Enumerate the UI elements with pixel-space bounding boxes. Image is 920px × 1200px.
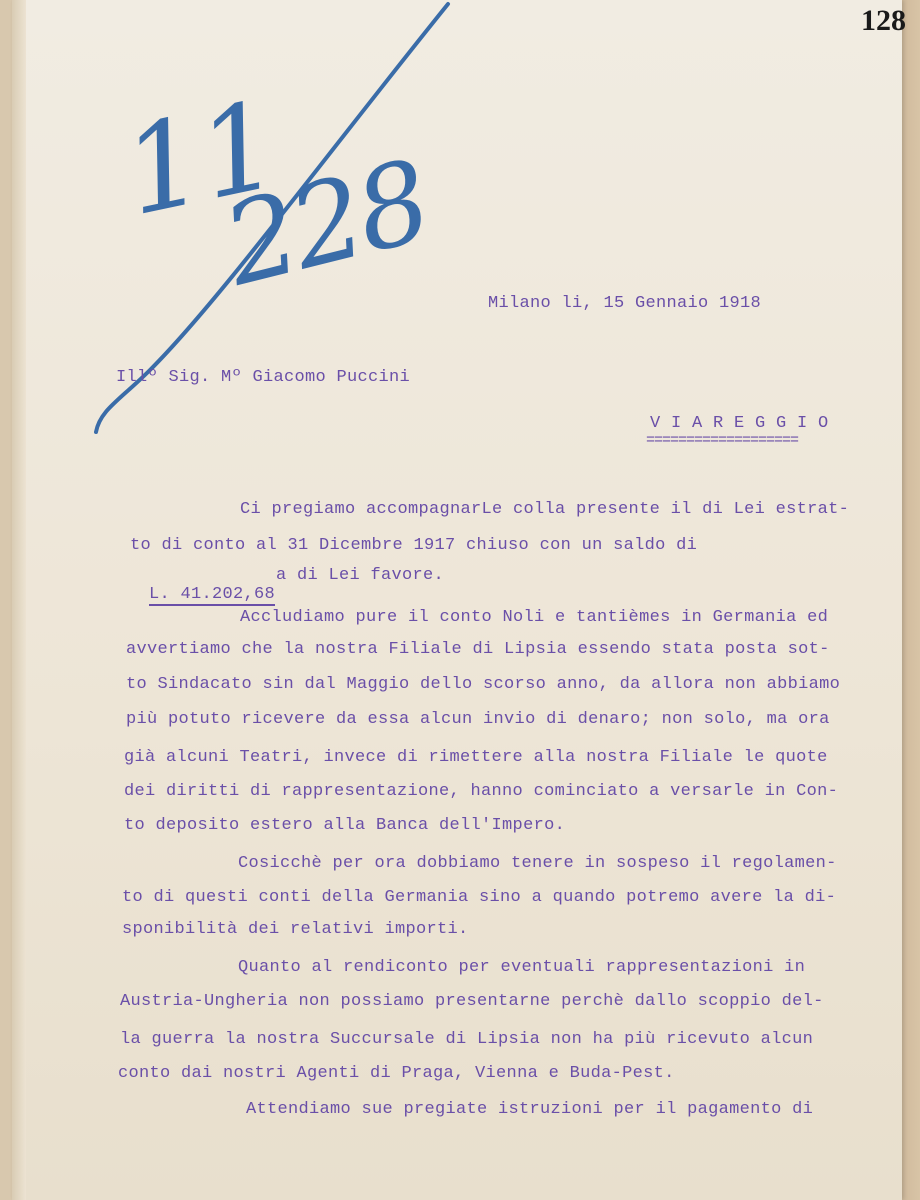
amount (128, 566, 275, 604)
body-line-5: avvertiamo che la nostra Filiale di Lipsia essendo stata posta sot- (126, 640, 830, 659)
body-line-9: dei diritti di rappresentazione, hanno cominciato a versarle in Con- (124, 782, 839, 801)
recipient-line: Illº Sig. Mº Giacomo Puccini (116, 368, 411, 387)
date-line: Milano li, 15 Gennaio 1918 (488, 294, 762, 313)
body-line-7: più potuto ricevere da essa alcun invio di denaro; non solo, ma ora (126, 710, 830, 729)
body-line-15: Austria-Ungheria non possiamo presentarne perchè dallo scoppio del- (120, 992, 824, 1011)
pencil-annotation-bottom: 228 (212, 136, 440, 312)
body-line-18: Attendiamo sue pregiate istruzioni per il pagamento di (246, 1100, 814, 1119)
body-line-1: Ci pregiamo accompagnarLe colla presente il di Lei estrat- (240, 500, 850, 519)
body-line-12: to di questi conti della Germania sino a quando potremo avere la di- (122, 888, 837, 907)
body-line-17: conto dai nostri Agenti di Praga, Vienna e Buda-Pest. (118, 1064, 675, 1083)
body-line-10: to deposito estero alla Banca dell'Impero. (124, 816, 566, 835)
body-line-13: sponibilità dei relativi importi. (122, 920, 469, 939)
body-line-11: Cosicchè per ora dobbiamo tenere in sospeso il regolamen- (238, 854, 837, 873)
pencil-annotation-top: 11 (112, 75, 291, 244)
body-line-3: a di Lei favore. (276, 566, 445, 585)
body-line-4: Accludiamo pure il conto Noli e tantièmes in Germania ed (240, 608, 829, 627)
amount-value: L. 41.202,68 (149, 585, 276, 604)
page-number: 128 (861, 4, 906, 37)
body-line-8: già alcuni Teatri, invece di rimettere alla nostra Filiale le quote (124, 748, 828, 767)
body-line-16: la guerra la nostra Succursale di Lipsia non ha più ricevuto alcun (120, 1030, 814, 1049)
body-line-2: to di conto al 31 Dicembre 1917 chiuso con un saldo di (130, 536, 698, 555)
body-line-6: to Sindacato sin dal Maggio dello scorso anno, da allora non abbiamo (126, 675, 841, 694)
city-underline: =================== (646, 432, 799, 449)
city-line: V I A R E G G I O (650, 414, 829, 433)
body-line-14: Quanto al rendiconto per eventuali rappresentazioni in (238, 958, 806, 977)
